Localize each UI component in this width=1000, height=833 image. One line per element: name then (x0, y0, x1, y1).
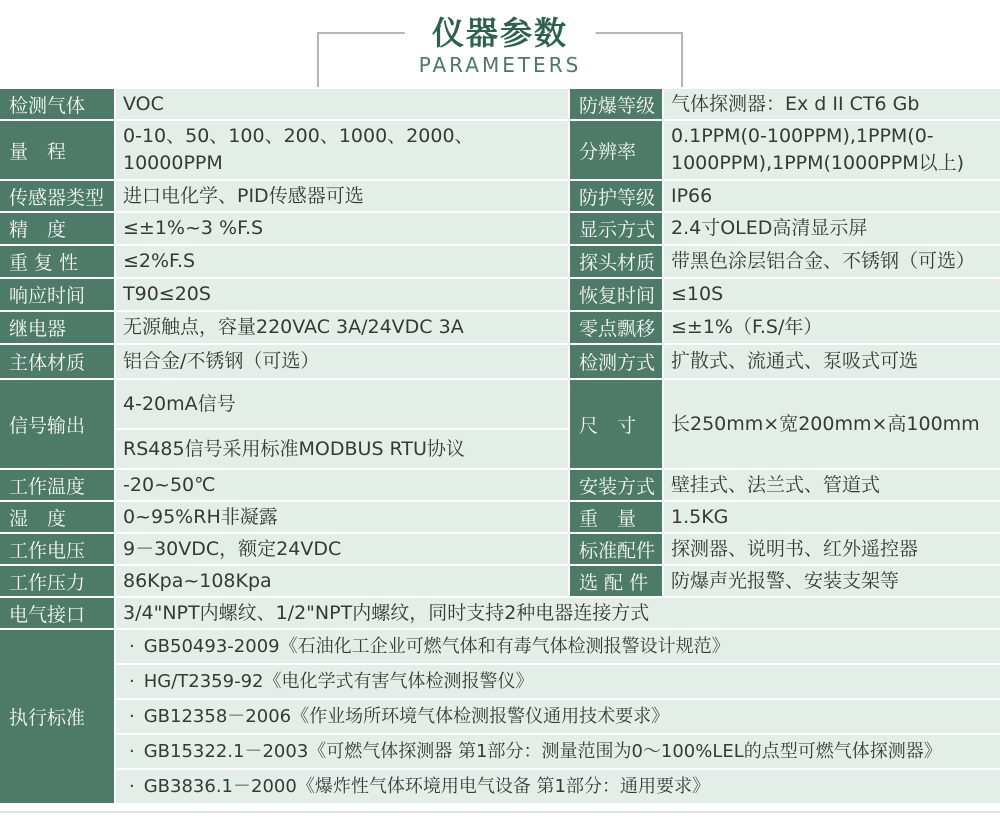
standard-item-text: GB15322.1－2003《可燃气体探测器 第1部分：测量范围为0～100%LEL的点型可燃气体探测器》 (143, 741, 942, 762)
spec-value-response-time: T90≤20S (116, 279, 568, 310)
spec-label-response-time: 响应时间 (0, 279, 114, 310)
spec-value-measuring-range: 0-10、50、100、200、1000、2000、10000PPM (116, 121, 568, 179)
spec-value-sensor-type: 进口电化学、PID传感器可选 (116, 181, 568, 211)
spec-label-optional-accessories: 选 配 件 (570, 566, 662, 596)
spec-label-sensor-type: 传感器类型 (0, 181, 114, 211)
spec-value-body-material: 铝合金/不锈钢（可选） (116, 345, 568, 378)
spec-value-detection-mode: 扩散式、流通式、泵吸式可选 (664, 345, 1000, 378)
standard-item (116, 700, 1000, 733)
spec-value-signal-output-line1: 4-20mA信号 (116, 380, 568, 428)
spec-label-installation-mode: 安装方式 (570, 470, 662, 500)
spec-label-execution-standard: 执行标准 (0, 630, 114, 803)
standard-item (116, 630, 1000, 663)
spec-label-recovery-time: 恢复时间 (570, 279, 662, 310)
bullet-icon: · (129, 706, 135, 727)
spec-value-weight: 1.5KG (664, 502, 1000, 532)
spec-value-signal-output-line2: RS485信号采用标准MODBUS RTU协议 (116, 430, 568, 468)
spec-value-resolution: 0.1PPM(0-100PPM),1PPM(0-1000PPM),1PPM(1000PPM以上) (664, 121, 1000, 179)
spec-value-recovery-time: ≤10S (664, 279, 1000, 310)
spec-label-accuracy: 精 度 (0, 213, 114, 244)
standard-item-text: GB3836.1－2000《爆炸性气体环境用电气设备 第1部分：通用要求》 (143, 776, 710, 797)
spec-value-optional-accessories: 防爆声光报警、安装支架等 (664, 566, 1000, 596)
spec-label-measuring-range: 量 程 (0, 121, 114, 179)
title-block (405, 14, 596, 77)
standard-item-text: GB12358－2006《作业场所环境气体检测报警仪通用技术要求》 (143, 706, 670, 727)
page-subtitle: PARAMETERS (418, 53, 582, 77)
spec-label-standard-accessories: 标准配件 (570, 534, 662, 564)
spec-value-humidity: 0~95%RH非凝露 (116, 502, 568, 532)
spec-value-dimensions: 长250mm×宽200mm×高100mm (664, 380, 1000, 468)
bullet-icon: · (129, 671, 135, 692)
spec-value-accuracy: ≤±1%~3 %F.S (116, 213, 568, 244)
spec-label-resolution: 分辨率 (570, 121, 662, 179)
spec-value-display-mode: 2.4寸OLED高清显示屏 (664, 213, 1000, 244)
spec-value-installation-mode: 壁挂式、法兰式、管道式 (664, 470, 1000, 500)
standard-item-text: GB50493-2009《石油化工企业可燃气体和有毒气体检测报警设计规范》 (143, 636, 730, 657)
standard-item (116, 770, 1000, 803)
spec-label-explosion-proof-grade: 防爆等级 (570, 89, 662, 119)
spec-value-zero-drift: ≤±1%（F.S/年） (664, 312, 1000, 343)
spec-value-repeatability: ≤2%F.S (116, 246, 568, 277)
spec-label-zero-drift: 零点飘移 (570, 312, 662, 343)
spec-value-electrical-interface: 3/4"NPT内螺纹、1/2"NPT内螺纹，同时支持2种电器连接方式 (116, 598, 1000, 628)
spec-label-dimensions: 尺 寸 (570, 380, 662, 468)
spec-label-working-voltage: 工作电压 (0, 534, 114, 564)
spec-label-working-temperature: 工作温度 (0, 470, 114, 500)
spec-value-protection-grade: IP66 (664, 181, 1000, 211)
spec-label-protection-grade: 防护等级 (570, 181, 662, 211)
spec-label-signal-output: 信号输出 (0, 380, 114, 468)
spec-table (0, 89, 1000, 803)
spec-value-explosion-proof-grade: 气体探测器：Ex d II CT6 Gb (664, 89, 1000, 119)
spec-label-humidity: 湿 度 (0, 502, 114, 532)
spec-label-relay: 继电器 (0, 312, 114, 343)
spec-value-working-pressure: 86Kpa~108Kpa (116, 566, 568, 596)
spec-value-detection-gas: VOC (116, 89, 568, 119)
standard-item-text: HG/T2359-92《电化学式有害气体检测报警仪》 (143, 671, 534, 692)
bullet-icon: · (129, 636, 135, 657)
bullet-icon: · (129, 776, 135, 797)
spec-label-weight: 重 量 (570, 502, 662, 532)
spec-label-working-pressure: 工作压力 (0, 566, 114, 596)
title-frame (317, 14, 683, 87)
spec-label-detection-mode: 检测方式 (570, 345, 662, 378)
spec-value-relay: 无源触点，容量220VAC 3A/24VDC 3A (116, 312, 568, 343)
standard-item (116, 735, 1000, 768)
spec-value-probe-material: 带黑色涂层铝合金、不锈钢（可选） (664, 246, 1000, 277)
spec-value-working-voltage: 9－30VDC，额定24VDC (116, 534, 568, 564)
spec-label-repeatability: 重 复 性 (0, 246, 114, 277)
spec-label-detection-gas: 检测气体 (0, 89, 114, 119)
spec-label-body-material: 主体材质 (0, 345, 114, 378)
spec-label-electrical-interface: 电气接口 (0, 598, 114, 628)
spec-value-standard-accessories: 探测器、说明书、红外遥控器 (664, 534, 1000, 564)
spec-label-probe-material: 探头材质 (570, 246, 662, 277)
page-title: 仪器参数 (431, 14, 569, 52)
spec-value-working-temperature: -20~50℃ (116, 470, 568, 500)
standard-item (116, 665, 1000, 698)
spec-label-display-mode: 显示方式 (570, 213, 662, 244)
bottom-divider (0, 811, 1000, 813)
bullet-icon: · (129, 741, 135, 762)
